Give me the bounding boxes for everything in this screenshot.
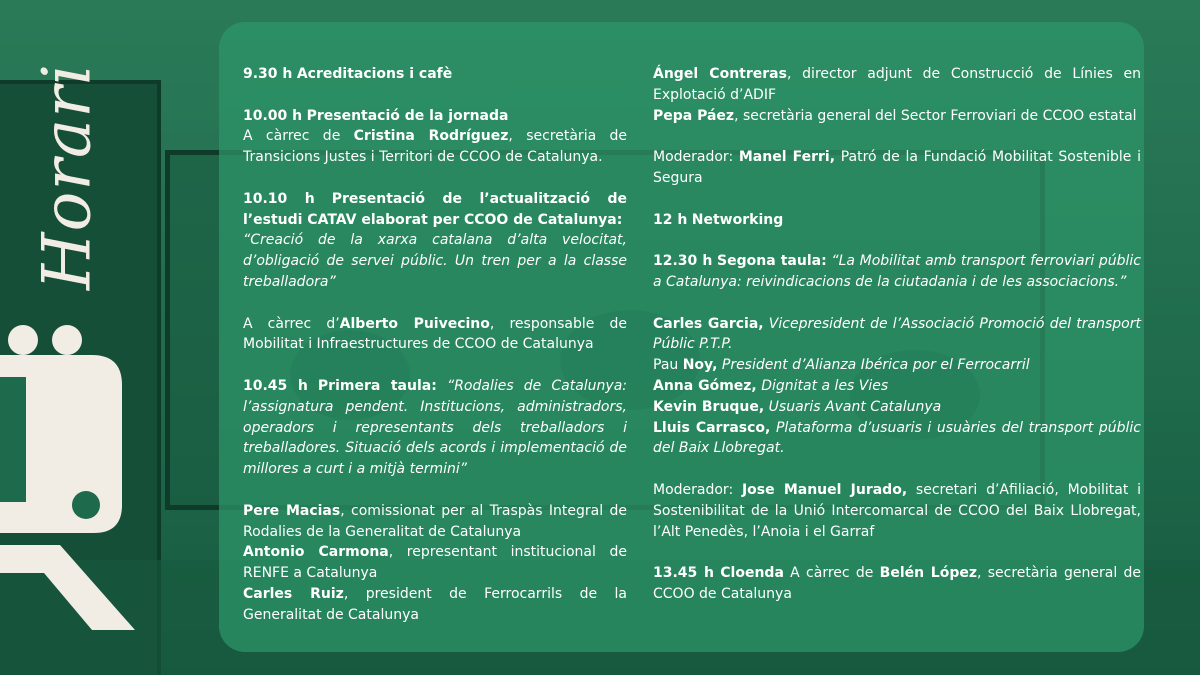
agenda-item-closing: 13.45 h Cloenda A càrrec de Belén López, secretària general de CCOO de Catalunya <box>653 565 1141 602</box>
agenda-item-accreditation: 9.30 h Acreditacions i cafè <box>243 66 453 82</box>
train-front-icon <box>0 355 140 635</box>
agenda-item-study: 10.10 h Presentació de l’actualització de l’estudi CATAV elaborat per CCOO de Catalunya: <box>243 190 627 228</box>
schedule-left-column <box>243 64 627 626</box>
panelist: Ángel Contreras, director adjunt de Construcció de Línies en Explotació d’ADIF <box>653 66 1141 103</box>
panelist: Kevin Bruque, Usuaris Avant Catalunya <box>653 398 942 415</box>
agenda-speaker: A càrrec d’Alberto Puivecino, responsable de Mobilitat i Infraestructures de CCOO de Catalunya <box>243 315 628 353</box>
agenda-item-second-panel: 12.30 h Segona taula: “La Mobilitat amb transport ferroviari públic a Catalunya: reivindicacions de la ciutadania i de les associacions.” <box>653 253 1142 290</box>
panelist: Carles Garcia, Vicepresident de l’Associació Promoció del transport Públic P.T.P. <box>653 315 1141 353</box>
agenda-quote: “Creació de la xarxa catalana d’alta velocitat, d’obligació de servei públic. Un tren per a la classe treballadora” <box>243 232 627 290</box>
schedule-right-column <box>653 64 1141 605</box>
agenda-item-networking: 12 h Networking <box>653 211 784 228</box>
panelist: Pau Noy, President d’Alianza Ibérica por el Ferrocarril <box>653 357 1030 374</box>
panelist: Lluis Carrasco, Plataforma d’usuaris i usuàries del transport públic del Baix Llobregat. <box>653 419 1141 457</box>
panelist: Pepa Páez, secretària general del Sector Ferroviari de CCOO estatal <box>653 107 1137 124</box>
panelist: Antonio Carmona, representant institucional de RENFE a Catalunya <box>243 544 627 582</box>
agenda-item-presentation: 10.00 h Presentació de la jornada <box>243 107 509 124</box>
page-title: Horari <box>28 63 106 290</box>
panelist: Carles Ruiz, president de Ferrocarrils de la Generalitat de Catalunya <box>243 585 628 623</box>
moderator: Moderador: Jose Manuel Jurado, secretari d’Afiliació, Mobilitat i Sostenibilitat de la Unió Intercomarcal de CCOO del Baix Llobregat, l’Alt Penedès, l’Anoia i el Garraf <box>653 481 1142 540</box>
panelist: Anna Gómez, Dignitat a les Vies <box>653 377 889 394</box>
moderator: Moderador: Manel Ferri, Patró de la Fundació Mobilitat Sostenible i Segura <box>653 149 1141 186</box>
agenda-item-first-panel: 10.45 h Primera taula: “Rodalies de Catalunya: l’assignatura pendent. Institucions, administradors, operadors i representants dels treballadors i treballadores. Situació dels acords i implementació de millores a curt i a mitjà termini” <box>243 377 628 478</box>
agenda-speaker: A càrrec de Cristina Rodríguez, secretària de Transicions Justes i Territori de CCOO de Catalunya. <box>243 128 627 166</box>
panelist: Pere Macias, comissionat per al Traspàs Integral de Rodalies de la Generalitat de Catalunya <box>243 502 627 540</box>
